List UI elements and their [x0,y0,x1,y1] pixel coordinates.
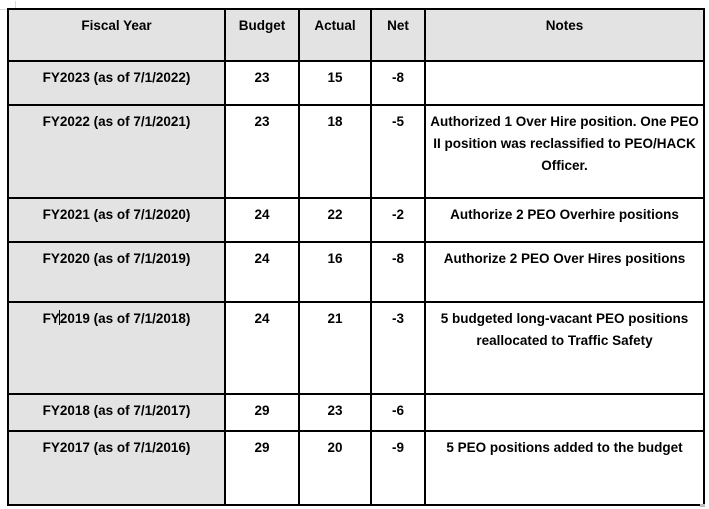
cell-actual: 21 [299,302,371,394]
cell-actual: 18 [299,105,371,198]
cell-notes: Authorized 1 Over Hire position. One PEO II position was reclassified to PEO/HACK Officer. [425,105,704,198]
cell-notes: Authorize 2 PEO Overhire positions [425,198,704,242]
cell-actual: 16 [299,242,371,302]
cell-budget: 23 [225,61,299,105]
cell-fiscal-year: FY2023 (as of 7/1/2022) [8,61,225,105]
cell-notes: Authorize 2 PEO Over Hires positions [425,242,704,302]
cell-actual: 23 [299,394,371,431]
cell-notes [425,394,704,431]
table-row [8,61,704,105]
column-header-fiscal-year: Fiscal Year [8,9,225,61]
column-header-net: Net [371,9,425,61]
table-header [8,9,704,61]
cell-actual: 22 [299,198,371,242]
cell-net: -5 [371,105,425,198]
cell-fiscal-year [8,302,225,394]
table-row [8,394,704,431]
table-row [8,198,704,242]
cell-budget: 24 [225,242,299,302]
table-header-row [8,9,704,61]
cell-net: -9 [371,431,425,505]
cell-budget: 23 [225,105,299,198]
cell-actual: 15 [299,61,371,105]
cell-net: -6 [371,394,425,431]
column-header-notes: Notes [425,9,704,61]
cell-fiscal-year: FY2021 (as of 7/1/2020) [8,198,225,242]
column-header-actual: Actual [299,9,371,61]
cell-net: -3 [371,302,425,394]
cell-budget: 24 [225,302,299,394]
cell-actual: 20 [299,431,371,505]
column-header-budget: Budget [225,9,299,61]
cell-budget: 24 [225,198,299,242]
budget-table-container [7,8,703,504]
cell-notes: 5 PEO positions added to the budget [425,431,704,505]
fiscal-year-suffix: 2019 (as of 7/1/2018) [59,311,191,326]
table-row [8,302,704,394]
fiscal-year-prefix: FY [42,311,60,326]
cell-net: -8 [371,61,425,105]
cell-notes [425,61,704,105]
cell-fiscal-year: FY2018 (as of 7/1/2017) [8,394,225,431]
cell-net: -8 [371,242,425,302]
cell-net: -2 [371,198,425,242]
cell-fiscal-year: FY2020 (as of 7/1/2019) [8,242,225,302]
table-row [8,431,704,505]
table-row [8,105,704,198]
cell-fiscal-year: FY2017 (as of 7/1/2016) [8,431,225,505]
fiscal-year-text [43,308,191,330]
cell-budget: 29 [225,431,299,505]
fiscal-year-budget-table [7,8,705,506]
table-row [8,242,704,302]
table-body [8,61,704,505]
cell-notes: 5 budgeted long-vacant PEO positions reallocated to Traffic Safety [425,302,704,394]
cell-budget: 29 [225,394,299,431]
bottom-right-corner-artifact [700,504,705,507]
cell-fiscal-year: FY2022 (as of 7/1/2021) [8,105,225,198]
